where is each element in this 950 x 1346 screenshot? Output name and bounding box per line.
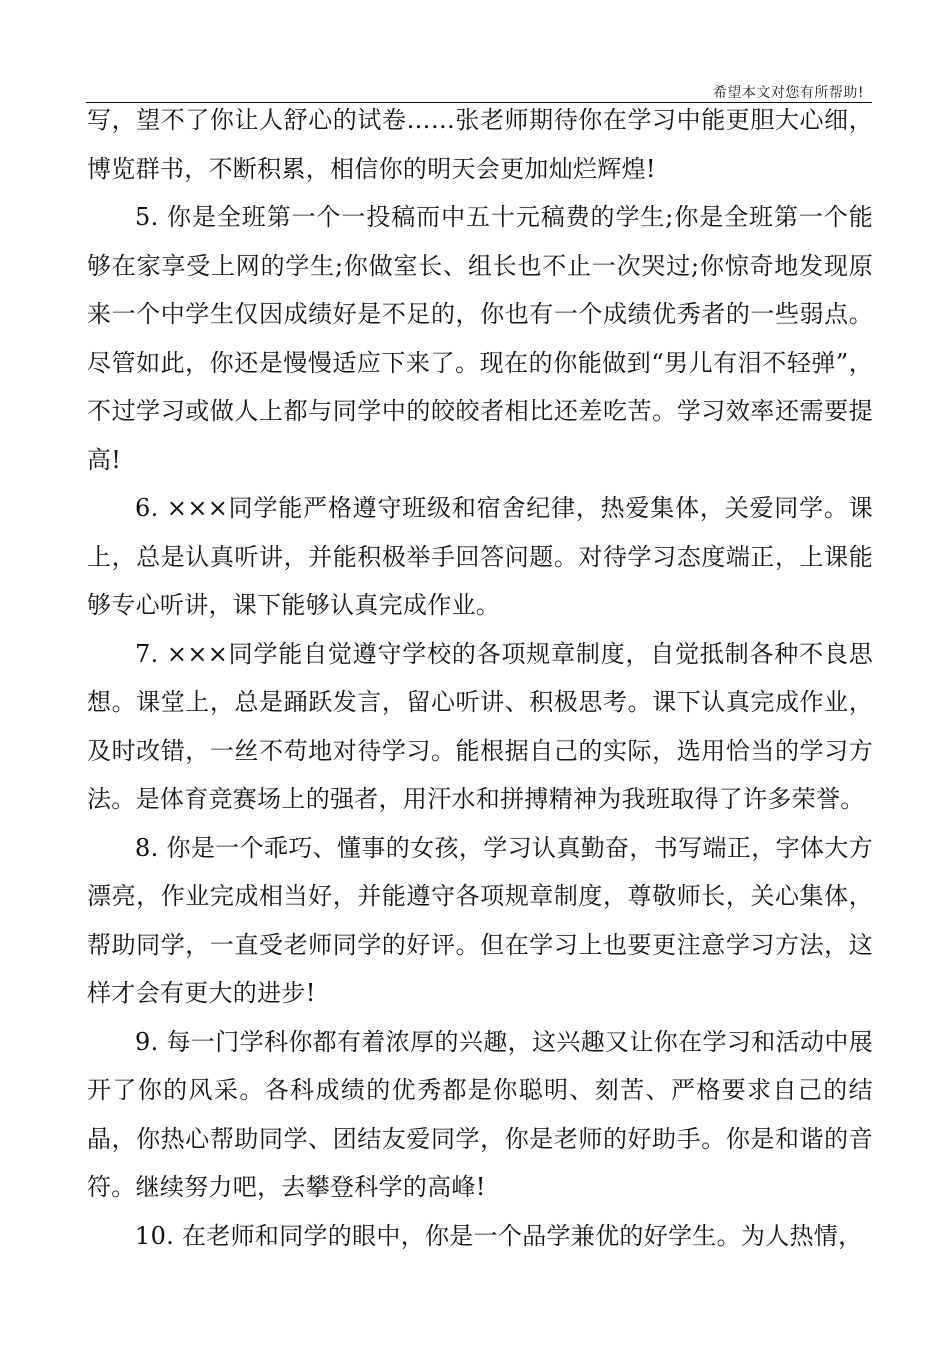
paragraph-5: 5. 你是全班第一个一投稿而中五十元稿费的学生;你是全班第一个能够在家享受上网的学生;你做室长、组长也不止一次哭过;你惊奇地发现原来一个中学生仅因成绩好是不足的，你也有一个成绩优秀者的一些弱点。尽管如此，你还是慢慢适应下来了。现在的你能做到“男儿有泪不轻弹”，不过学习或做人上都与同学中的皎皎者相比还差吃苦。学习效率还需要提高!	[87, 203, 873, 474]
paragraph-6: 6. ×××同学能严格遵守班级和宿舍纪律，热爱集体，关爱同学。课上，总是认真听讲，并能积极举手回答问题。对待学习态度端正，上课能够专心听讲，课下能够认真完成作业。	[87, 494, 873, 619]
header-note: 希望本文对您有所帮助!	[709, 84, 864, 102]
paragraph-9: 9. 每一门学科你都有着浓厚的兴趣，这兴趣又让你在学习和活动中展开了你的风采。各科成绩的优秀都是你聪明、刻苦、严格要求自己的结晶，你热心帮助同学、团结友爱同学，你是老师的好助手。你是和谐的音符。继续努力吧，去攀登科学的高峰!	[87, 1027, 873, 1201]
paragraph-7: 7. ×××同学能自觉遵守学校的各项规章制度，自觉抵制各种不良思想。课堂上，总是踊跃发言，留心听讲、积极思考。课下认真完成作业，及时改错，一丝不苟地对待学习。能根据自己的实际，选用恰当的学习方法。是体育竞赛场上的强者，用汗水和拼搏精神为我班取得了许多荣誉。	[87, 639, 873, 813]
paragraph-10: 10. 在老师和同学的眼中，你是一个品学兼优的好学生。为人热情，	[135, 1221, 863, 1250]
paragraph-continuation: 写，望不了你让人舒心的试卷……张老师期待你在学习中能更胆大心细，博览群书，不断积累，相信你的明天会更加灿烂辉煌!	[87, 106, 873, 183]
document-body	[87, 96, 873, 1260]
paragraph-8: 8. 你是一个乖巧、懂事的女孩，学习认真勤奋，书写端正，字体大方漂亮，作业完成相当好，并能遵守各项规章制度，尊敬师长，关心集体，帮助同学，一直受老师同学的好评。但在学习上也要更注意学习方法，这样才会有更大的进步!	[87, 833, 873, 1007]
